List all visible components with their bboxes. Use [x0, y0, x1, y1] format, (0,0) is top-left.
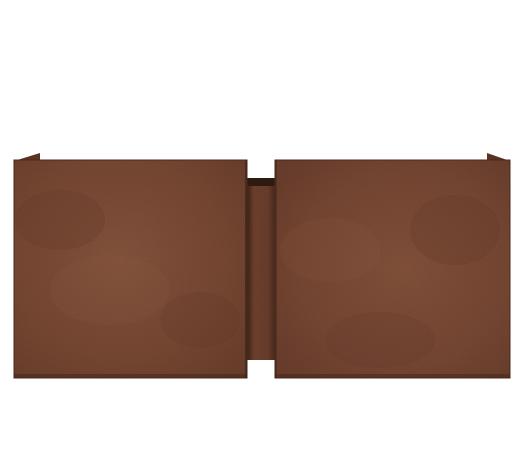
right-panel-edge-shadow: [275, 160, 277, 378]
center-strip: [247, 178, 275, 360]
left-panel-edge-shadow: [245, 160, 247, 378]
right-panel: [275, 160, 510, 378]
left-panel: [14, 160, 247, 378]
